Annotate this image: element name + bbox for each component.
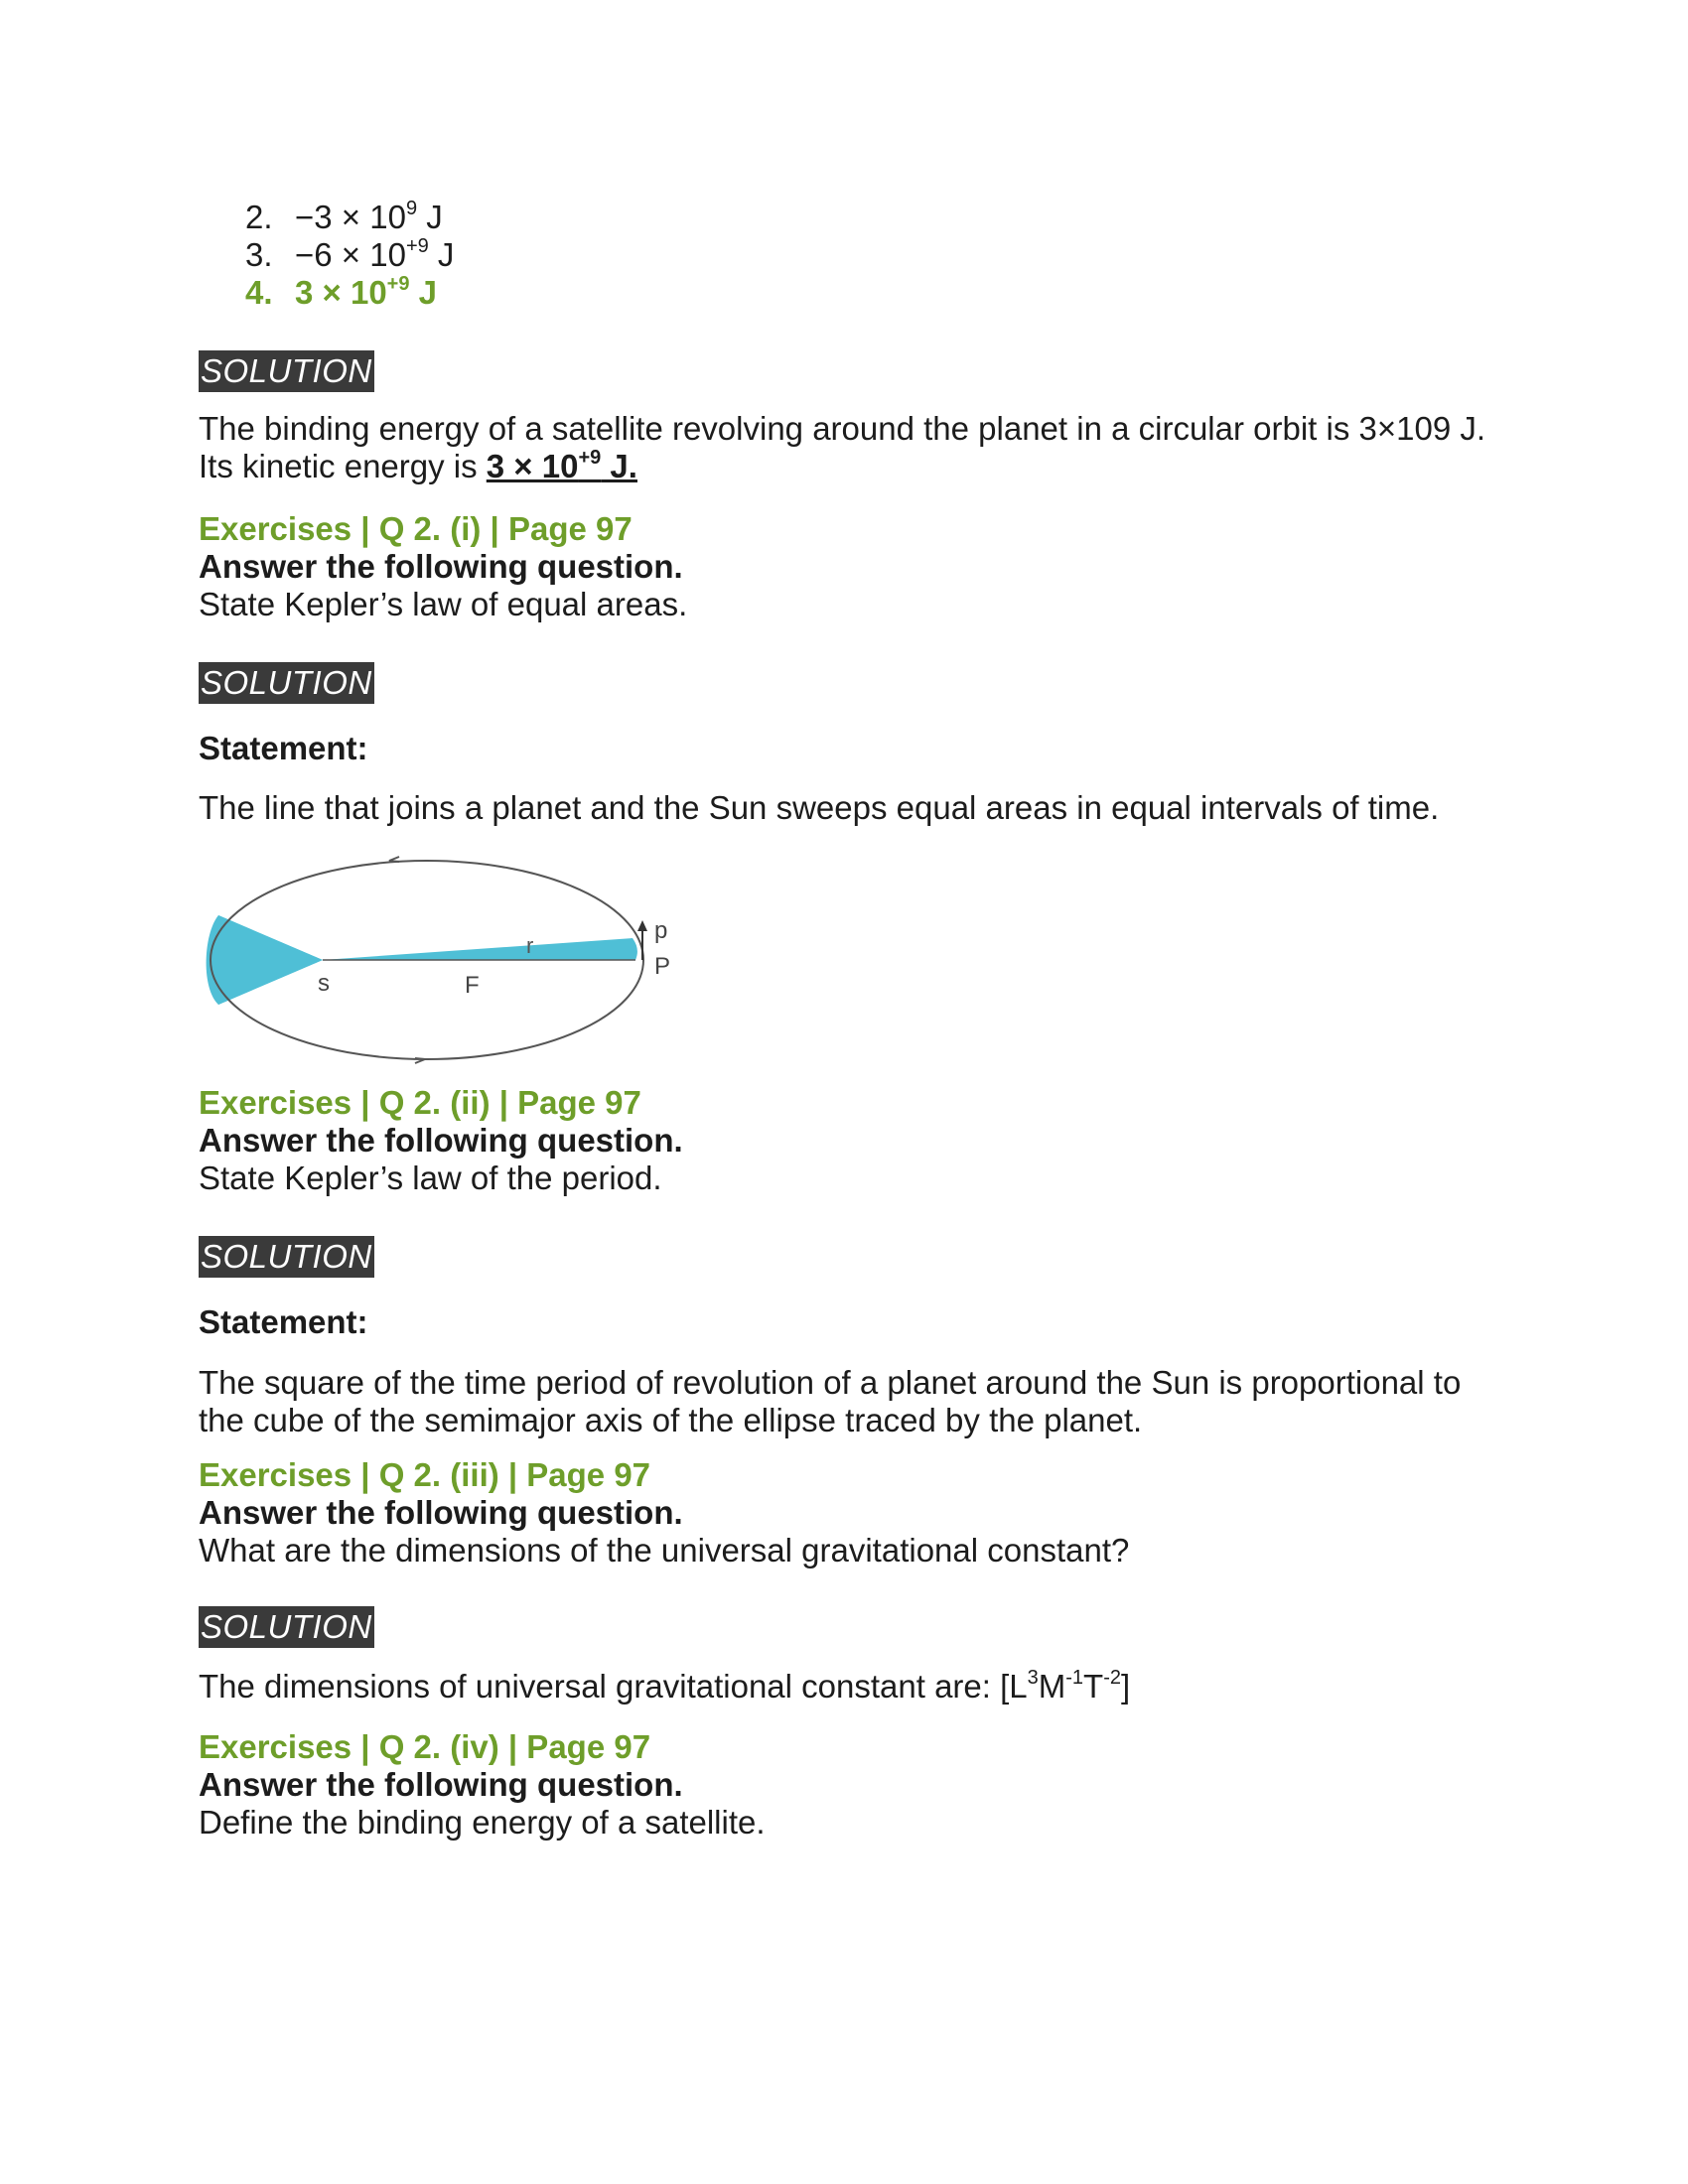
solution-block-3 — [199, 1236, 1489, 1278]
question-prompt: Answer the following question. — [199, 1494, 683, 1531]
orbit-arrow-bottom — [415, 1058, 425, 1063]
question-prompt: Answer the following question. — [199, 1122, 683, 1159]
question-prompt: Answer the following question. — [199, 1766, 683, 1803]
label-p-vector: p — [654, 917, 668, 944]
solution-label: SOLUTION — [199, 662, 374, 704]
question-text: State Kepler’s law of equal areas. — [199, 586, 688, 622]
solution-block-1 — [199, 350, 1489, 392]
question-2-iv — [199, 1728, 1489, 1842]
question-2-ii — [199, 1084, 1489, 1197]
option-2: 2. $-3 \times 10^9$ J — [245, 198, 443, 235]
label-p: P — [654, 953, 671, 980]
solution-block-2 — [199, 662, 1489, 704]
question-text: What are the dimensions of the universal gravitational constant? — [199, 1532, 1130, 1569]
orbit-arrow-top — [389, 857, 399, 862]
solution-label: SOLUTION — [199, 1236, 374, 1278]
solution-4-text: The dimensions of universal gravitational constant are: $[L^3M^{-1}T^{-2}]$ — [199, 1667, 1131, 1705]
exercise-heading: Exercises | Q 2. (iv) | Page 97 — [199, 1728, 651, 1765]
solution-block-4 — [199, 1606, 1489, 1648]
answer-value: $3 \times 10^{+9}$ J. — [486, 447, 637, 484]
label-r: r — [526, 933, 534, 958]
question-text: State Kepler’s law of the period. — [199, 1160, 662, 1196]
solution-label: SOLUTION — [199, 1606, 374, 1648]
label-f: F — [465, 972, 480, 999]
solution-label: SOLUTION — [199, 350, 374, 392]
options-list — [199, 199, 1489, 312]
solution-2-body — [199, 730, 1489, 827]
exercise-heading: Exercises | Q 2. (iii) | Page 97 — [199, 1456, 651, 1493]
orbit-diagram — [199, 844, 675, 1072]
statement-label: Statement: — [199, 1303, 368, 1340]
question-2-i — [199, 510, 1489, 623]
statement-text: The square of the time period of revolution of a planet around the Sun is proportional to the cube of the semimajor axis of the ellipse traced by the planet. — [199, 1364, 1462, 1438]
exercise-heading: Exercises | Q 2. (ii) | Page 97 — [199, 1084, 641, 1121]
option-3: 3. $-6 \times 10^{+9}$ J — [245, 235, 455, 273]
solution-3-body — [199, 1303, 1489, 1439]
exercise-heading: Exercises | Q 2. (i) | Page 97 — [199, 510, 633, 547]
option-4-correct: 4. $3 \times 10^{+9}$ J — [245, 273, 438, 311]
question-text: Define the binding energy of a satellite. — [199, 1804, 766, 1841]
solution-1-text: The binding energy of a satellite revolving around the planet in a circular orbit is 3×109 J. Its kinetic energy is $3 \times 10^{+9}$ J. — [199, 410, 1486, 484]
label-s: s — [318, 970, 330, 997]
statement-label: Statement: — [199, 730, 368, 766]
statement-text: The line that joins a planet and the Sun sweeps equal areas in equal intervals of time. — [199, 789, 1440, 826]
kepler-areas-figure — [199, 844, 675, 1072]
question-2-iii — [199, 1456, 1489, 1570]
question-prompt: Answer the following question. — [199, 548, 683, 585]
